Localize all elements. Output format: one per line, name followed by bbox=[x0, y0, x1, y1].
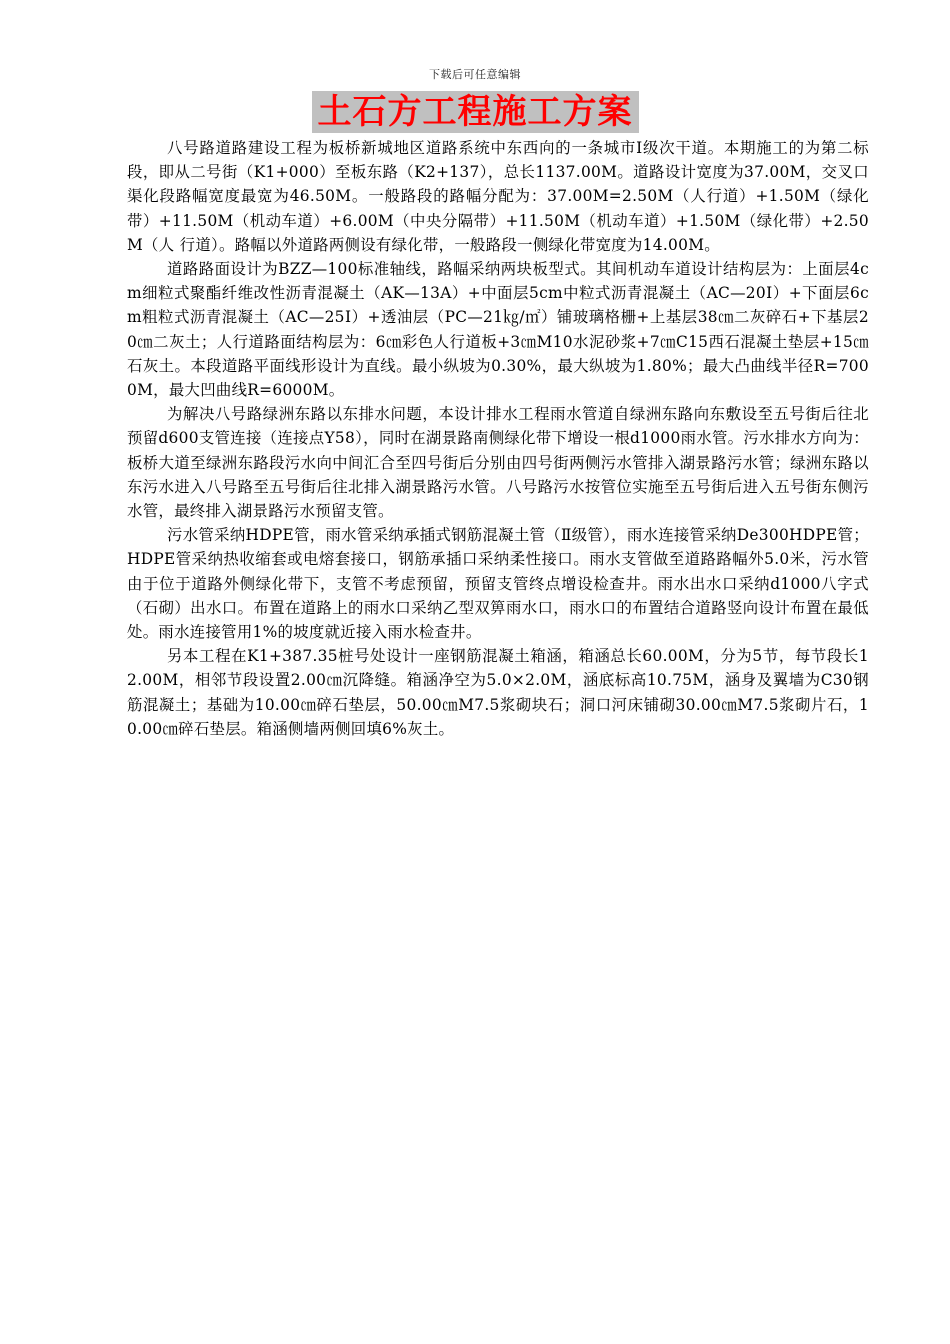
paragraph-box-culvert: 另本工程在K1+387.35桩号处设计一座钢筋混凝土箱涵，箱涵总长60.00M，分为5节，每节段长12.00M，相邻节段设置2.00㎝沉降缝。箱涵净空为5.0×2.0M，涵底标高10.75M，涵身及翼墙为C30钢筋混凝土；基础为10.00㎝碎石垫层，50.00㎝M7.5浆砌块石；洞口河床铺砌30.00㎝M7.5浆砌片石，10.00㎝碎石垫层。箱涵侧墙两侧回填6%灰土。 bbox=[127, 647, 869, 738]
paragraph-pipes: 污水管采纳HDPE管，雨水管采纳承插式钢筋混凝土管（Ⅱ级管），雨水连接管采纳De300HDPE管；HDPE管采纳热收缩套或电熔套接口，钢筋承插口采纳柔性接口。雨水支管做至道路路幅外5.0米，污水管由于位于道路外侧绿化带下，支管不考虑预留，预留支管终点增设检查井。雨水出水口采纳d1000八字式（石砌）出水口。布置在道路上的雨水口采纳乙型双箅雨水口，雨水口的布置结合道路竖向设计布置在最低处。雨水连接管用1%的坡度就近接入雨水检查井。 bbox=[127, 526, 869, 642]
paragraph-road-overview: 八号路道路建设工程为板桥新城地区道路系统中东西向的一条城市Ⅰ级次干道。本期施工的为第二标段，即从二号街（K1+000）至板东路（K2+137），总长1137.00M。道路设计宽度为37.00M，交叉口渠化段路幅宽度最宽为46.50M。一般路段的路幅分配为：37.00M=2.50M（人行道）+1.50M（绿化带）+11.50M（机动车道）+6.00M（中央分隔带）+11.50M（机动车道）+1.50M（绿化带）+2.50M（人 行道）。路幅以外道路两侧设有绿化带，一般路段一侧绿化带宽度为14.00M。 bbox=[127, 139, 869, 254]
paragraph-pavement-design: 道路路面设计为BZZ—100标准轴线，路幅采纳两块板型式。其间机动车道设计结构层为：上面层4cm细粒式聚酯纤维改性沥青混凝土（AK—13A）+中面层5cm中粒式沥青混凝土（AC—20Ⅰ）+下面层6cm粗粒式沥青混凝土（AC—25Ⅰ）+透油层（PC—21㎏/㎡）铺玻璃格栅+上基层38㎝二灰碎石+下基层20㎝二灰土；人行道路面结构层为：6㎝彩色人行道板+3㎝M10水泥砂浆+7㎝C15西石混凝土垫层+15㎝石灰土。本段道路平面线形设计为直线。最小纵坡为0.30%，最大纵坡为1.80%；最大凸曲线半径R=7000M，最大凹曲线R=6000M。 bbox=[127, 260, 869, 400]
title-container bbox=[0, 91, 950, 133]
document-body bbox=[127, 136, 869, 741]
document-title: 土石方工程施工方案 bbox=[312, 91, 639, 133]
paragraph-drainage: 为解决八号路绿洲东路以东排水问题，本设计排水工程雨水管道自绿洲东路向东敷设至五号街后往北预留d600支管连接（连接点Y58），同时在湖景路南侧绿化带下增设一根d1000雨水管。污水排水方向为：板桥大道至绿洲东路段污水向中间汇合至四号街后分别由四号街两侧污水管排入湖景路污水管；绿洲东路以东污水进入八号路至五号街后往北排入湖景路污水管。八号路污水按管位实施至五号街后进入五号街东侧污水管，最终排入湖景路污水预留支管。 bbox=[127, 405, 869, 521]
header-note: 下载后可任意编辑 bbox=[429, 68, 521, 81]
